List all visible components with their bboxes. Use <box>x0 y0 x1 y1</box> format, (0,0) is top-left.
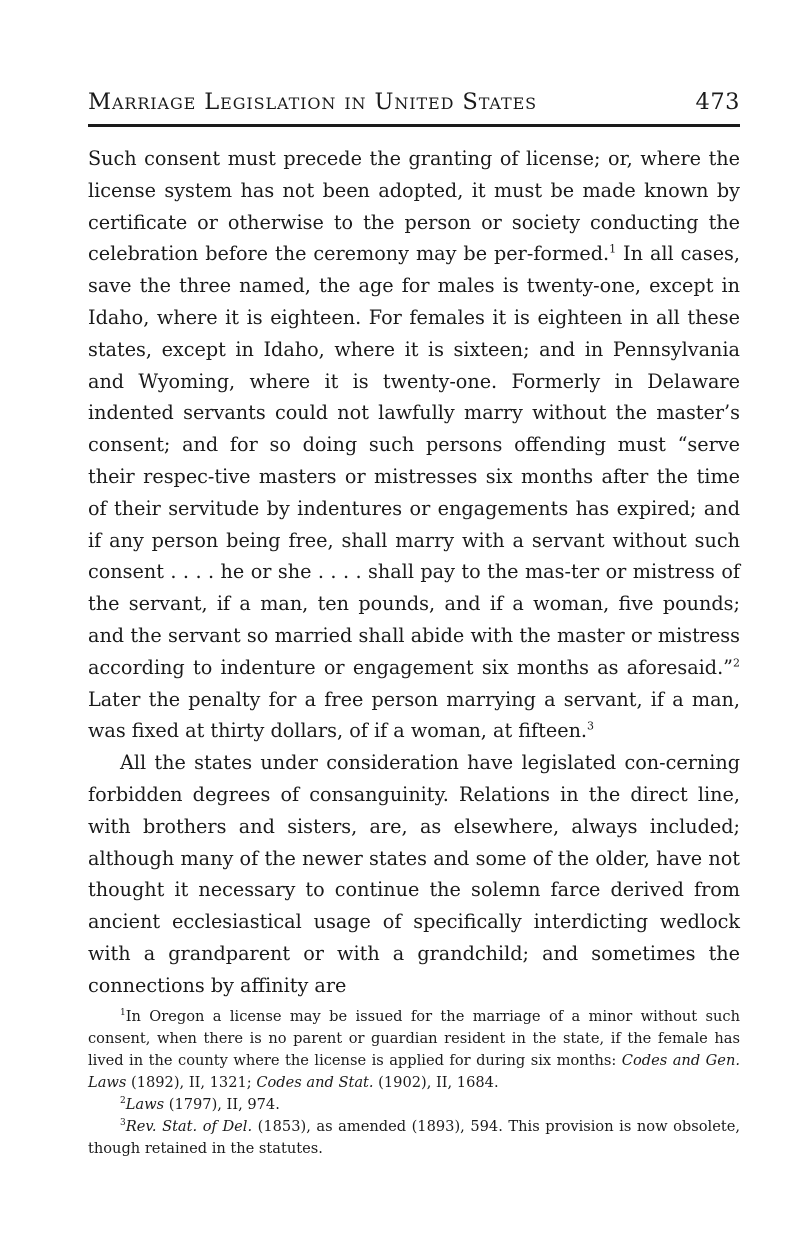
footnote-3-number: 3 <box>120 1117 126 1128</box>
paragraph-1 <box>88 143 740 747</box>
footnote-2 <box>88 1094 740 1116</box>
footnote-2-number: 2 <box>120 1095 126 1106</box>
paragraph-2: All the states under consideration have legislated con-cerning forbidden degrees of consanguinity. Relations in the direct line, with brothers and sisters, are, as elsewhere, always included; although many of the newer states and some of the older, have not thought it necessary to continue the solemn farce derived from ancient ecclesiastical usage of specifically interdicting wedlock with a grandparent or with a grandchild; and sometimes the connections by affinity are <box>88 751 740 997</box>
footnote-1-citation-2: Codes and Stat. <box>256 1073 374 1091</box>
footnote-3-citation: Rev. Stat. of Del. <box>125 1117 253 1135</box>
footnote-2-rest: (1797), II, 974. <box>164 1095 280 1113</box>
footnote-1-citation-1: Codes and Gen. Laws <box>88 1051 740 1091</box>
footnote-1 <box>88 1006 740 1094</box>
footnote-1-text: In Oregon a license may be issued for the marriage of a minor without such consent, when there is no parent or guardian resident in the state, if the female has lived in the county where the license is applied for during six months: <box>88 1007 740 1069</box>
running-head-title: Marriage Legislation in United States <box>88 89 538 115</box>
body-text <box>88 143 740 1002</box>
page-number: 473 <box>695 89 740 115</box>
paragraph-1-part-c: Later the penalty for a free person marrying a servant, if a man, was fixed at thirty dollars, of if a woman, at fifteen. <box>88 687 740 743</box>
footnote-1-citation-1-rest: (1892), II, 1321; <box>126 1073 257 1091</box>
footnote-ref-3: 3 <box>587 719 595 733</box>
footnote-3 <box>88 1116 740 1160</box>
footnotes <box>88 1006 740 1160</box>
paragraph-1-part-a: Such consent must precede the granting of license; or, where the license system has not been adopted, it must be made known by certificate or otherwise to the person or society conducting the celebration before the ceremony may be per-formed. <box>88 147 740 266</box>
footnote-ref-2: 2 <box>733 656 740 670</box>
footnote-3-rest: (1853), as amended (1893), 594. This provision is now obsolete, though retained in the statutes. <box>88 1117 740 1157</box>
header-rule <box>88 124 740 127</box>
footnote-1-citation-2-rest: (1902), II, 1684. <box>373 1073 499 1091</box>
footnote-2-citation: Laws <box>125 1095 165 1113</box>
book-page <box>88 88 740 1160</box>
footnote-ref-1: 1 <box>609 243 617 256</box>
paragraph-1-part-b: In all cases, save the three named, the age for males is twenty-one, except in Idaho, where it is eighteen. For females it is eighteen in all these states, except in Idaho, where it is sixteen; and in Pennsylvania and Wyoming, where it is twenty-one. Formerly in Delaware indented servants could not lawfully marry without the master’s consent; and for so doing such persons offending must “serve their respec-tive masters or mistresses six months after the time of their servitude by indentures or engagements has expired; and if any person being free, shall marry with a servant without such consent . . . . he or she . . . . shall pay to the mas-ter or mistress of the servant, if a man, ten pounds, and if a woman, five pounds; and the servant so married shall abide with the master or mistress according to indenture or engagement six months as aforesaid.” <box>88 242 740 679</box>
footnote-1-number: 1 <box>120 1007 126 1018</box>
running-head <box>88 88 740 116</box>
